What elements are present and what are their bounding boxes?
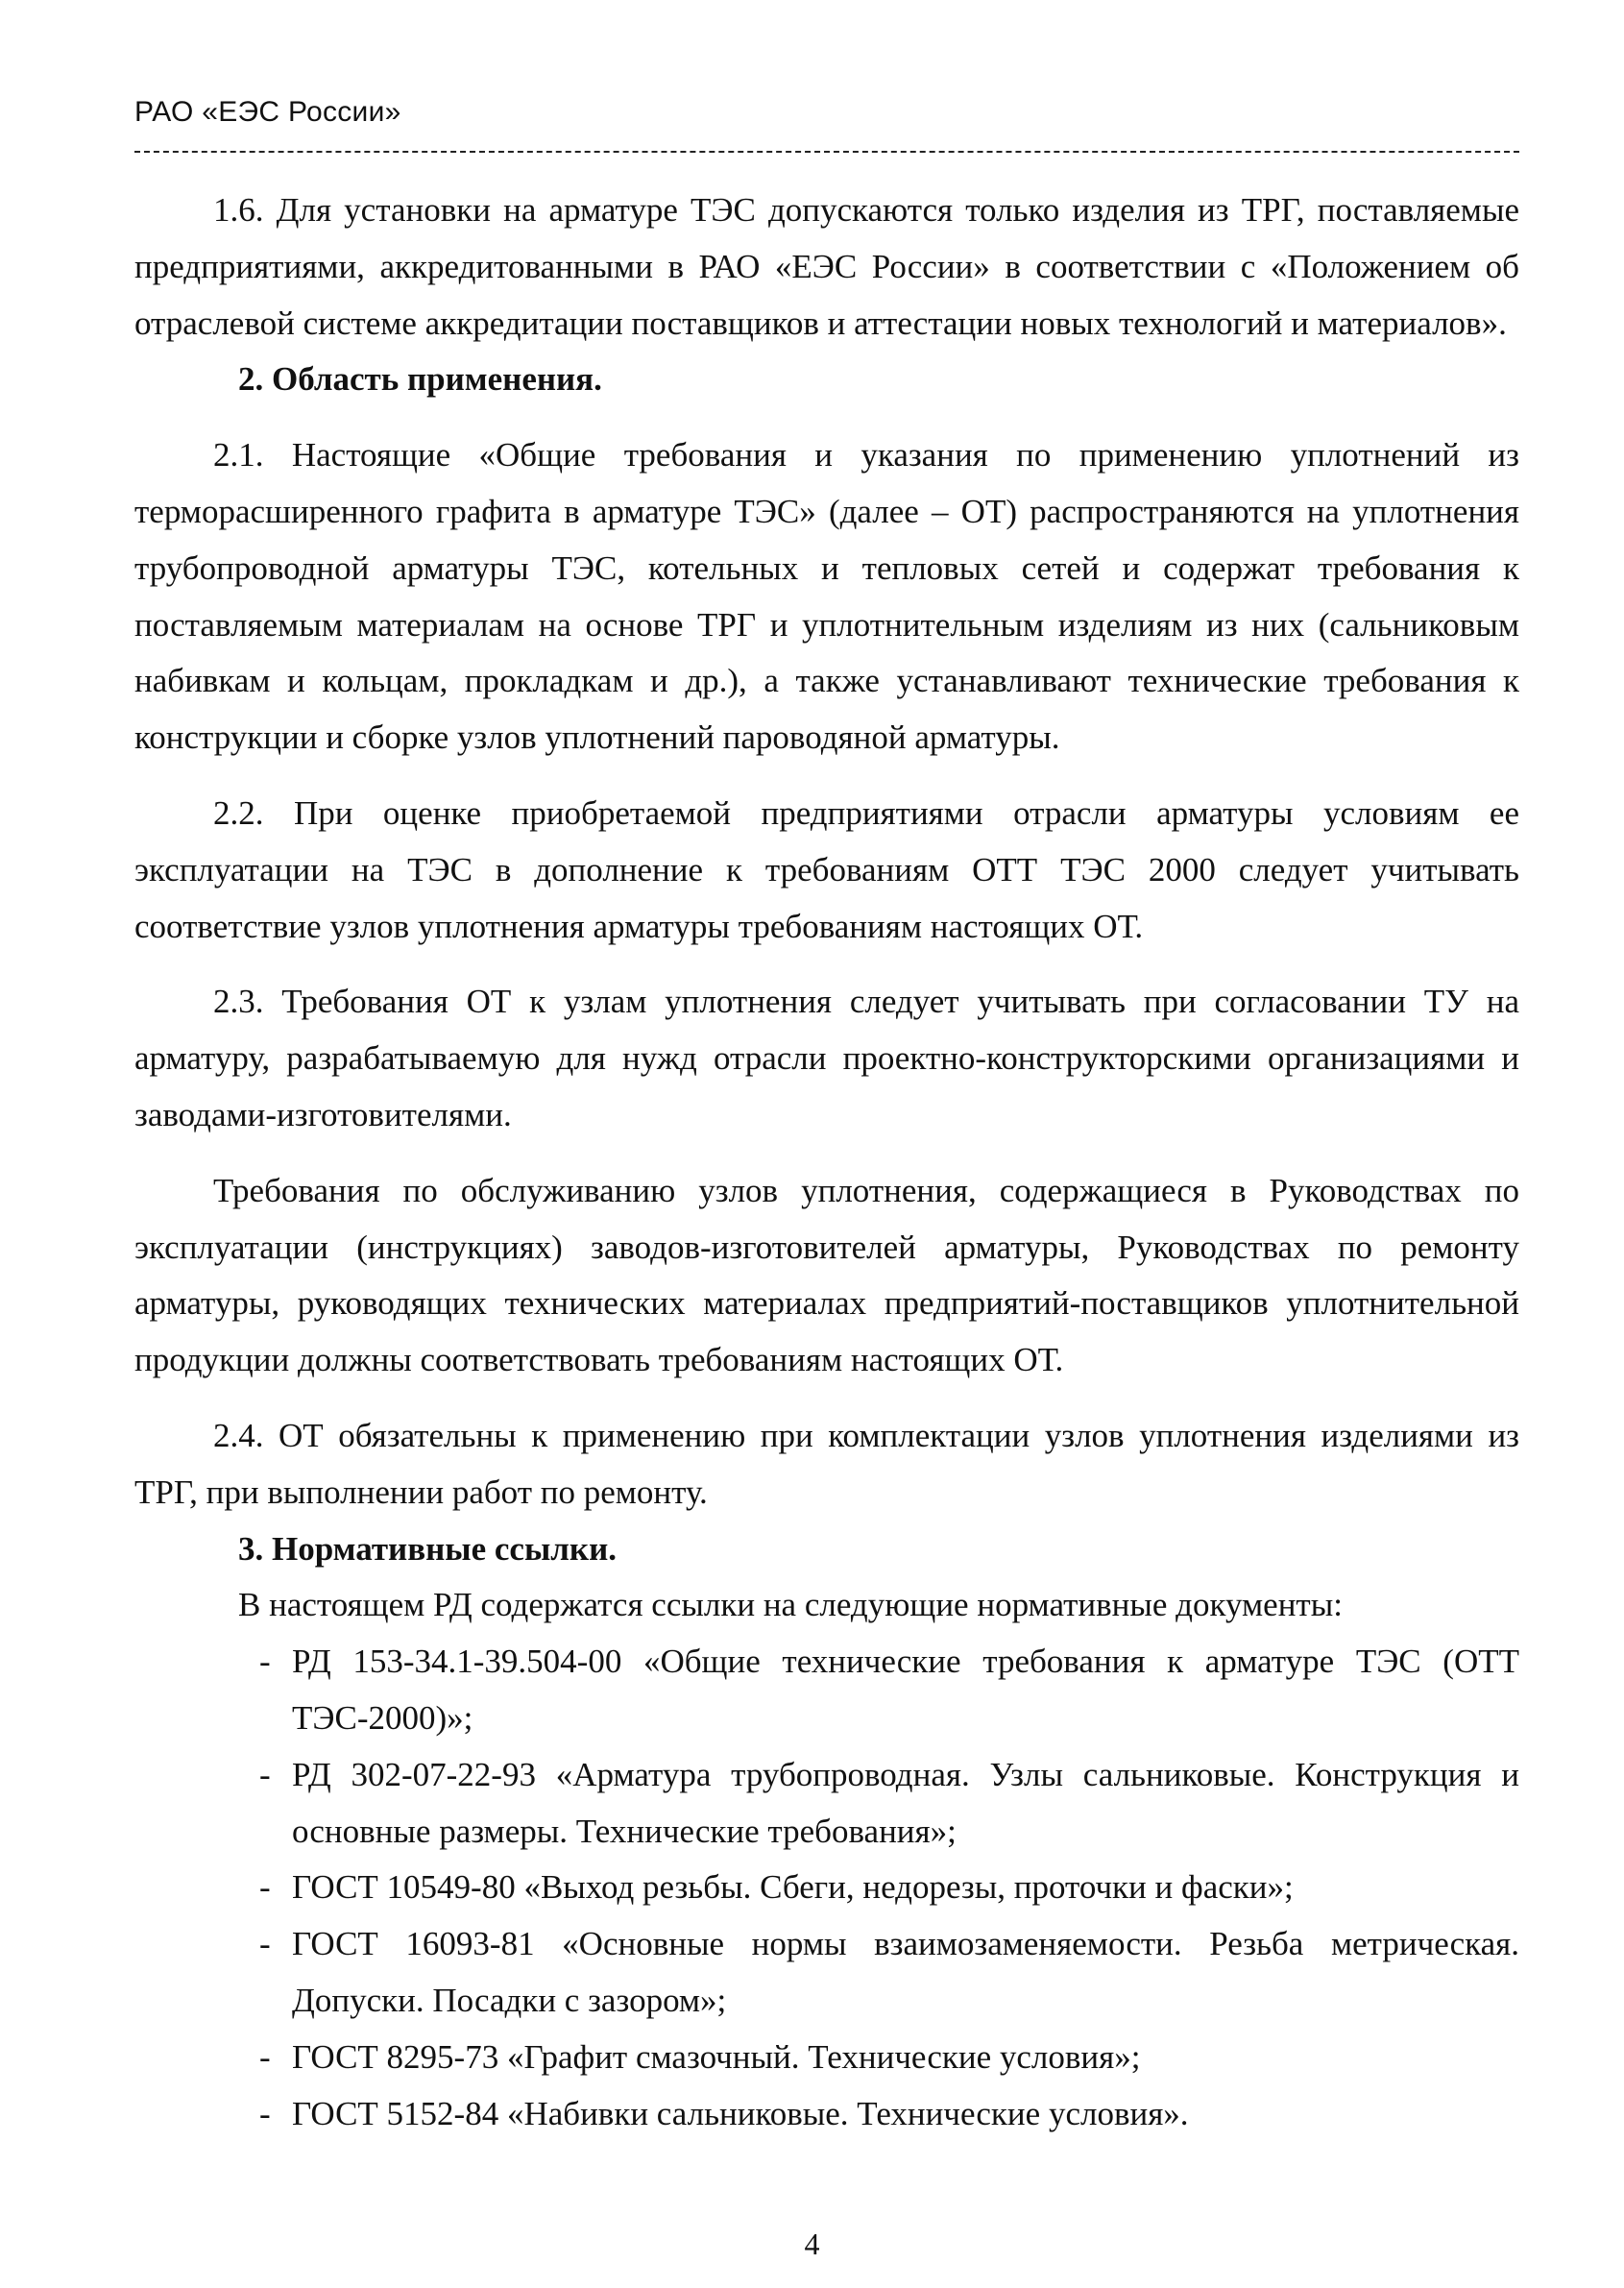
list-dash: - xyxy=(259,1925,271,1963)
list-dash: - xyxy=(259,1643,271,1681)
reference-item xyxy=(134,1747,1519,1861)
reference-text: РД 153-34.1-39.504-00 «Общие технические требования к арматуре ТЭС (ОТТ ТЭС-2000)»; xyxy=(292,1643,1519,1737)
reference-item xyxy=(134,1634,1519,1747)
reference-text: ГОСТ 10549-80 «Выход резьбы. Сбеги, недорезы, проточки и фаски»; xyxy=(292,1868,1294,1907)
section-heading-2: 2. Область применения. xyxy=(238,360,602,399)
list-dash: - xyxy=(259,1755,271,1793)
reference-text: ГОСТ 8295-73 «Графит смазочный. Технические условия»; xyxy=(292,2037,1141,2076)
references-intro: В настоящем РД содержатся ссылки на следующие нормативные документы: xyxy=(238,1586,1343,1624)
section-heading-3: 3. Нормативные ссылки. xyxy=(238,1529,618,1568)
page-number: 4 xyxy=(804,2227,820,2261)
paragraph-2-3-continued: Требования по обслуживанию узлов уплотнения, содержащиеся в Руководствах по эксплуатации (инструкциях) заводов-изготовителей арматуры, Руководствах по ремонту арматуры, руководящих технических материалах предприятий-поставщиков уплотнительной продукции должны соответствовать требованиям настоящих ОТ. xyxy=(134,1171,1519,1379)
reference-item xyxy=(134,2086,1519,2143)
references-list xyxy=(134,1634,1519,2142)
paragraph-2-1: 2.1. Настоящие «Общие требования и указания по применению уплотнений из терморасширенного графита в арматуре ТЭС» (далее – ОТ) распространяются на уплотнения трубопроводной арматуры ТЭС, котельных и тепловых сетей и содержат требования к поставляемым материалам на основе ТРГ и уплотнительным изделиям из них (сальниковым набивкам и кольцам, прокладкам и др.), а также устанавливают технические требования к конструкции и сборке узлов уплотнений пароводяной арматуры. xyxy=(134,436,1519,757)
reference-item xyxy=(134,1860,1519,1916)
paragraph-2-3: 2.3. Требования ОТ к узлам уплотнения следует учитывать при согласовании ТУ на арматуру, разрабатываемую для нужд отрасли проектно-конструкторскими организациями и заводами-изготовителями. xyxy=(134,983,1519,1133)
document-header: РАО «ЕЭС России» xyxy=(134,96,401,128)
reference-item xyxy=(134,1916,1519,2030)
paragraph-2-4: 2.4. ОТ обязательны к применению при комплектации узлов уплотнения изделиями из ТРГ, при выполнении работ по ремонту. xyxy=(134,1416,1519,1511)
reference-text: ГОСТ 16093-81 «Основные нормы взаимозаменяемости. Резьба метрическая. Допуски. Посадки с зазором»; xyxy=(292,1925,1519,2019)
paragraph-2-2: 2.2. При оценке приобретаемой предприятиями отрасли арматуры условиям ее эксплуатации на ТЭС в дополнение к требованиям ОТТ ТЭС 2000 следует учитывать соответствие узлов уплотнения арматуры требованиям настоящих ОТ. xyxy=(134,793,1519,945)
paragraph-1-6: 1.6. Для установки на арматуре ТЭС допускаются только изделия из ТРГ, поставляемые предприятиями, аккредитованными в РАО «ЕЭС России» в соответствии с «Положением об отраслевой системе аккредитации поставщиков и аттестации новых технологий и материалов». xyxy=(134,191,1519,342)
header-rule xyxy=(134,151,1519,153)
list-dash: - xyxy=(259,2037,271,2076)
list-dash: - xyxy=(259,1868,271,1907)
reference-item xyxy=(134,2030,1519,2086)
document-body xyxy=(134,183,1519,2142)
reference-text: ГОСТ 5152-84 «Набивки сальниковые. Технические условия». xyxy=(292,2094,1189,2132)
list-dash: - xyxy=(259,2094,271,2132)
reference-text: РД 302-07-22-93 «Арматура трубопроводная. Узлы сальниковые. Конструкция и основные размеры. Технические требования»; xyxy=(292,1755,1519,1850)
